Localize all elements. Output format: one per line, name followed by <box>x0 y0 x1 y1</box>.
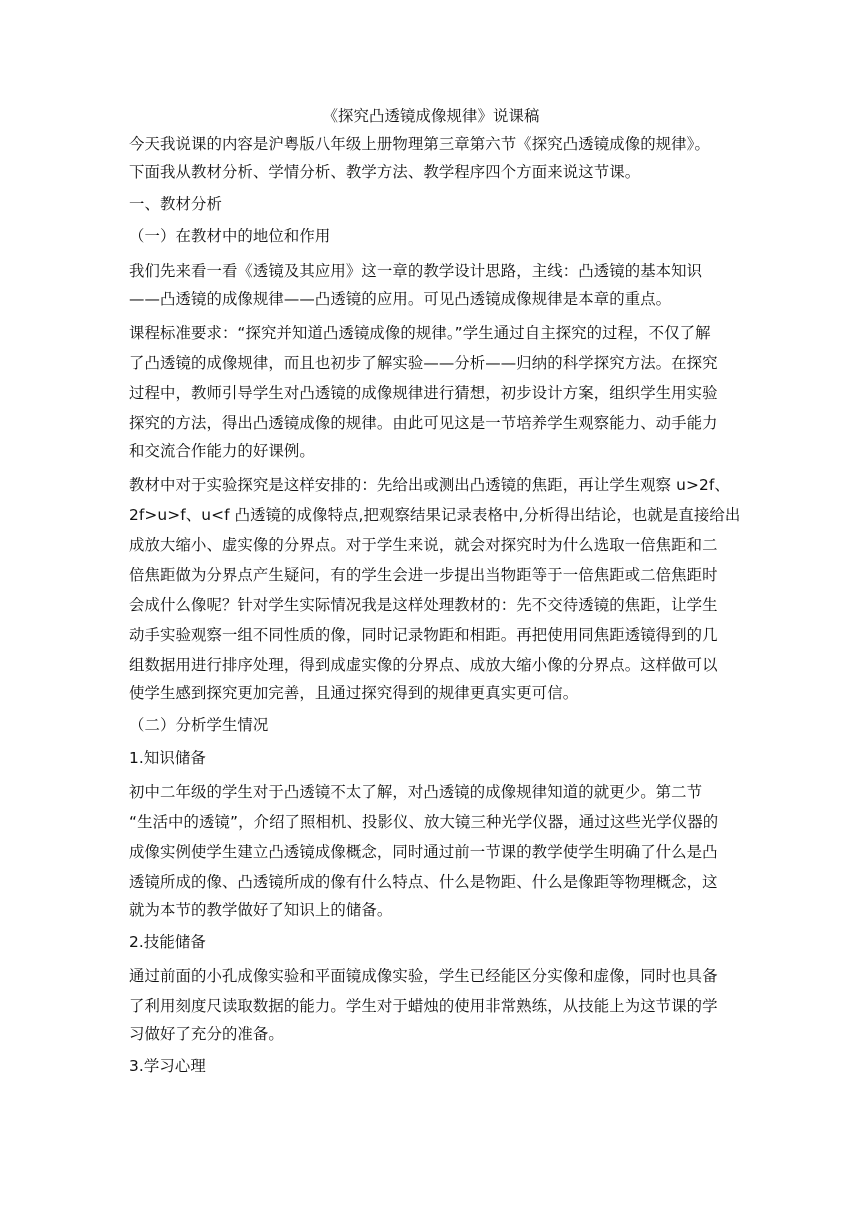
text-line: 就为本节的教学做好了知识上的储备。 <box>129 901 393 919</box>
text-line: 课程标准要求：“探究并知道凸透镜成像的规律。”学生通过自主探究的过程，不仅了解 <box>129 324 711 342</box>
document-body <box>129 103 741 1085</box>
text-line: 成放大缩小、虚实像的分界点。对于学生来说，就会对探究时为什么选取一倍焦距和二 <box>129 536 718 554</box>
document-title: 《探究凸透镜成像规律》说课稿 <box>322 107 540 125</box>
text-line: 2f>u>f、u<f 凸透镜的成像特点,把观察结果记录表格中,分析得出结论，也就是直接给出 <box>129 506 741 524</box>
paragraph-curriculum-standard <box>129 318 733 464</box>
paragraph-experiment-arrangement <box>129 470 741 706</box>
subheading-position-and-role: （一）在教材中的地位和作用 <box>129 227 331 245</box>
text-line: ——凸透镜的成像规律——凸透镜的应用。可见凸透镜成像规律是本章的重点。 <box>129 290 672 308</box>
text-line: 通过前面的小孔成像实验和平面镜成像实验，学生已经能区分实像和虚像，同时也具备 <box>129 967 718 985</box>
paragraph-skills-reserve <box>129 961 733 1047</box>
text-line: 倍焦距做为分界点产生疑问，有的学生会进一步提出当物距等于一倍焦距或二倍焦距时 <box>129 566 718 584</box>
paragraph-knowledge-reserve <box>129 777 733 923</box>
text-line: 初中二年级的学生对于凸透镜不太了解，对凸透镜的成像规律知道的就更少。第二节 <box>129 783 703 801</box>
text-line: “生活中的透镜”，介绍了照相机、投影仪、放大镜三种光学仪器，通过这些光学仪器的 <box>129 813 719 831</box>
text-line: 组数据用进行排序处理，得到成虚实像的分界点、成放大缩小像的分界点。这样做可以 <box>129 656 718 674</box>
text-line: 过程中，教师引导学生对凸透镜的成像规律进行猜想，初步设计方案，组织学生用实验 <box>129 384 718 402</box>
paragraph-design-thread <box>129 256 733 312</box>
text-line: 今天我说课的内容是沪粤版八年级上册物理第三章第六节《探究凸透镜成像的规律》。 <box>129 135 710 153</box>
item-heading-learning-psychology: 3.学习心理 <box>129 1057 206 1075</box>
text-line: 和交流合作能力的好课例。 <box>129 442 315 460</box>
intro-paragraph <box>129 129 733 185</box>
section-heading-textbook-analysis: 一、教材分析 <box>129 195 222 213</box>
text-line: 下面我从教材分析、学情分析、教学方法、教学程序四个方面来说这节课。 <box>129 163 641 181</box>
text-line: 我们先来看一看《透镜及其应用》这一章的教学设计思路，主线：凸透镜的基本知识 <box>129 262 703 280</box>
text-line: 动手实验观察一组不同性质的像，同时记录物距和相距。再把使用同焦距透镜得到的几 <box>129 626 718 644</box>
text-line: 使学生感到探究更加完善，且通过探究得到的规律更真实更可信。 <box>129 684 579 702</box>
item-heading-knowledge: 1.知识储备 <box>129 749 206 767</box>
text-line: 成像实例使学生建立凸透镜成像概念，同时通过前一节课的教学使学生明确了什么是凸 <box>129 843 718 861</box>
text-line: 习做好了充分的准备。 <box>129 1025 284 1043</box>
text-line: 教材中对于实验探究是这样安排的：先给出或测出凸透镜的焦距，再让学生观察 u>2f、 <box>129 476 730 494</box>
text-line: 了利用刻度尺读取数据的能力。学生对于蜡烛的使用非常熟练，从技能上为这节课的学 <box>129 997 718 1015</box>
item-heading-skills: 2.技能储备 <box>129 933 206 951</box>
text-line: 探究的方法，得出凸透镜成像的规律。由此可见这是一节培养学生观察能力、动手能力 <box>129 414 718 432</box>
text-line: 了凸透镜的成像规律，而且也初步了解实验——分析——归纳的科学探究方法。在探究 <box>129 354 718 372</box>
subheading-student-analysis: （二）分析学生情况 <box>129 716 269 734</box>
text-line: 会成什么像呢？针对学生实际情况我是这样处理教材的：先不交待透镜的焦距，让学生 <box>129 596 718 614</box>
text-line: 透镜所成的像、凸透镜所成的像有什么特点、什么是物距、什么是像距等物理概念，这 <box>129 873 718 891</box>
